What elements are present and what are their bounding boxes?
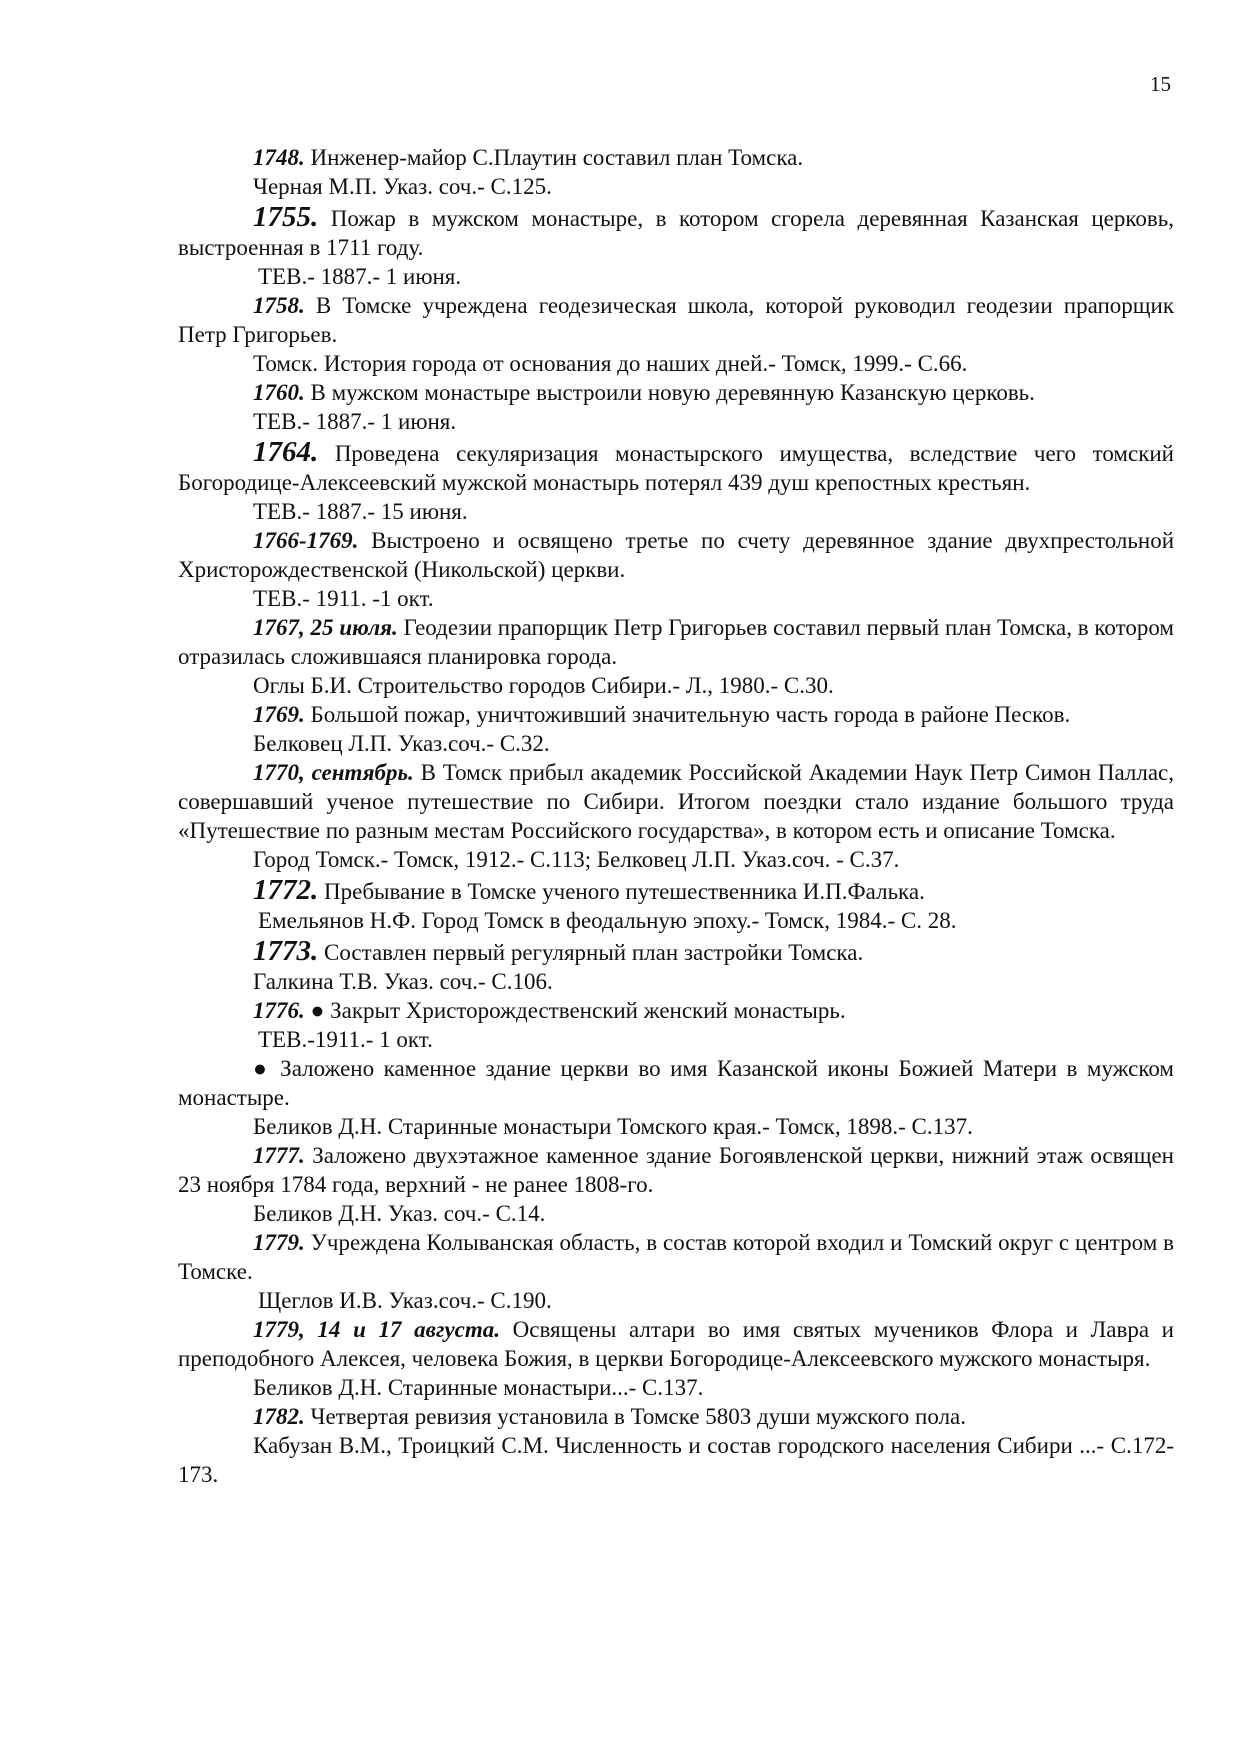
entry-text: Пребывание в Томске ученого путешественника И.П.Фалька. <box>318 879 925 904</box>
entry-source: Щеглов И.В. Указ.соч.- С.190. <box>258 1288 552 1313</box>
entry-text: В Томске учреждена геодезическая школа, которой руководил геодезии прапорщик Петр Григорьев. <box>178 293 1174 347</box>
entry-year: 1760. <box>253 380 305 405</box>
entry-year: 1766-1769. <box>253 528 359 553</box>
entry-1748 <box>178 143 1174 172</box>
entry-text: Составлен первый регулярный план застройки Томска. <box>318 940 864 965</box>
entry-source: ТЕВ.- 1887.- 1 июня. <box>253 409 457 434</box>
entry-source: ТЕВ.- 1887.- 15 июня. <box>253 499 468 524</box>
entry-text: ● Заложено каменное здание церкви во имя Казанской иконы Божией Матери в мужском монастыре. <box>178 1056 1174 1110</box>
entry-text: Инженер-майор С.Плаутин составил план Томска. <box>304 145 804 170</box>
entry-1772 <box>178 876 1174 906</box>
entry-year: 1764. <box>253 436 319 468</box>
entry-1779 <box>178 1228 1174 1286</box>
entry-source: Город Томск.- Томск, 1912.- С.113; Белковец Л.П. Указ.соч. - С.37. <box>253 847 900 872</box>
entry-source: Белковец Л.П. Указ.соч.- С.32. <box>253 731 550 756</box>
entry-1776-b <box>178 1054 1174 1112</box>
entry-source: Беликов Д.Н. Старинные монастыри...- С.137. <box>253 1375 704 1400</box>
chronicle-text <box>178 143 1174 1489</box>
entry-source: ТЕВ.-1911.- 1 окт. <box>258 1027 433 1052</box>
entry-source: ТЕВ.- 1911. -1 окт. <box>253 586 434 611</box>
page-number: 15 <box>1150 72 1171 96</box>
entry-text: Освящены алтари во имя святых мучеников Флора и Лавра и преподобного Алексея, человека Божия, в церкви Богородице-Алексеевского мужского монастыря. <box>178 1317 1174 1371</box>
entry-source: Беликов Д.Н. Указ. соч.- С.14. <box>253 1201 546 1226</box>
entry-text: В Томск прибыл академик Российской Академии Наук Петр Симон Паллас, совершавший ученое путешествие по Сибири. Итогом поездки стало издание большого труда «Путешествие по разным местам Российского государства», в котором есть и описание Томска. <box>178 760 1174 843</box>
entry-year: 1779, 14 и 17 августа. <box>253 1317 501 1342</box>
entry-year: 1755. <box>253 201 319 233</box>
entry-text: Заложено двухэтажное каменное здание Богоявленской церкви, нижний этаж освящен 23 ноября 1784 года, верхний - не ранее 1808-го. <box>178 1143 1174 1197</box>
entry-1767 <box>178 613 1174 671</box>
entry-1782 <box>178 1402 1174 1431</box>
entry-source: Емельянов Н.Ф. Город Томск в феодальную эпоху.- Томск, 1984.- С. 28. <box>258 908 957 933</box>
entry-1773 <box>178 937 1174 967</box>
entry-source: Томск. История города от основания до наших дней.- Томск, 1999.- С.66. <box>253 351 968 376</box>
entry-1769 <box>178 700 1174 729</box>
entry-source: Кабузан В.М., Троицкий С.М. Численность и состав городского населения Сибири ...- С.172-173. <box>178 1433 1174 1487</box>
entry-year: 1776. <box>253 998 305 1023</box>
entry-source: Беликов Д.Н. Старинные монастыри Томского края.- Томск, 1898.- С.137. <box>253 1114 973 1139</box>
entry-1777 <box>178 1141 1174 1199</box>
entry-1770 <box>178 758 1174 845</box>
entry-1755 <box>178 203 1174 262</box>
entry-year: 1748. <box>253 145 305 170</box>
entry-text: Геодезии прапорщик Петр Григорьев составил первый план Томска, в котором отразилась сложившаяся планировка города. <box>178 615 1174 669</box>
entry-year: 1772. <box>253 874 319 906</box>
entry-text: ● Закрыт Христорождественский женский монастырь. <box>304 998 846 1023</box>
entry-source: Галкина Т.В. Указ. соч.- С.106. <box>253 969 553 994</box>
entry-source: Черная М.П. Указ. соч.- С.125. <box>253 174 552 199</box>
entry-year: 1767, 25 июля. <box>253 615 398 640</box>
entry-year: 1769. <box>253 702 305 727</box>
entry-source: Оглы Б.И. Строительство городов Сибири.- Л., 1980.- С.30. <box>253 673 834 698</box>
entry-text: Четвертая ревизия установила в Томске 5803 души мужского пола. <box>304 1404 966 1429</box>
entry-year: 1777. <box>253 1143 305 1168</box>
entry-text: Большой пожар, уничтоживший значительную часть города в районе Песков. <box>304 702 1071 727</box>
entry-year: 1773. <box>253 935 319 967</box>
entry-year: 1758. <box>253 293 305 318</box>
entry-1779-aug <box>178 1315 1174 1373</box>
entry-text: Выстроено и освящено третье по счету деревянное здание двухпрестольной Христорождественской (Никольской) церкви. <box>178 528 1174 582</box>
entry-1758 <box>178 291 1174 349</box>
entry-1760 <box>178 378 1174 407</box>
entry-1764 <box>178 438 1174 497</box>
entry-text: Учреждена Колыванская область, в состав которой входил и Томский округ с центром в Томске. <box>178 1230 1174 1284</box>
entry-source: ТЕВ.- 1887.- 1 июня. <box>258 264 462 289</box>
entry-year: 1782. <box>253 1404 305 1429</box>
entry-text: Проведена секуляризация монастырского имущества, вследствие чего томский Богородице-Алексеевский мужской монастырь потерял 439 душ крепостных крестьян. <box>178 441 1174 495</box>
entry-1766-1769 <box>178 526 1174 584</box>
entry-text: Пожар в мужском монастыре, в котором сгорела деревянная Казанская церковь, выстроенная в 1711 году. <box>178 206 1174 260</box>
entry-year: 1770, сентябрь. <box>253 760 414 785</box>
entry-1776 <box>178 996 1174 1025</box>
entry-text: В мужском монастыре выстроили новую деревянную Казанскую церковь. <box>304 380 1035 405</box>
entry-year: 1779. <box>253 1230 305 1255</box>
